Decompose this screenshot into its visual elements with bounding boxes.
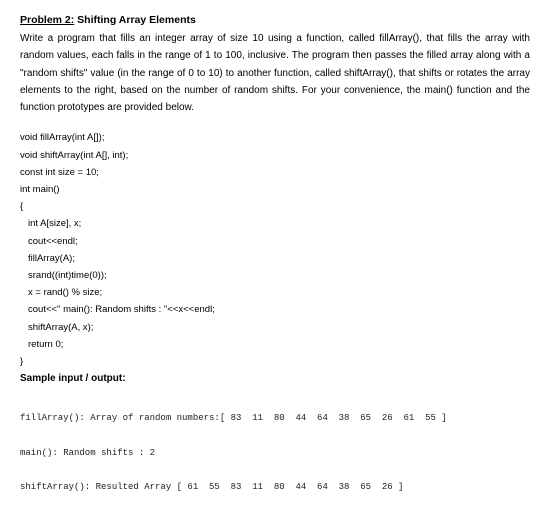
sample-output <box>20 390 528 517</box>
code-line: cout<<endl; <box>28 235 78 247</box>
code-line: const int size = 10; <box>20 166 99 178</box>
code-line: cout<<" main(): Random shifts : "<<x<<endl; <box>28 304 215 316</box>
code-line: int A[size], x; <box>28 218 82 230</box>
code-line: return 0; <box>28 338 64 350</box>
problem-description: Write a program that fills an integer array of size 10 using a function, called fillArray(), that fills the array with random values, each falls in the range of 1 to 100, inclusive. The program then passes the filled array along with a "random shifts" value (in the range of 0 to 10) to another function, called shiftArray(), that shifts or rotates the array elements to the right, based on the number of random shifts. For your convenience, the main() function and the function prototypes are provided below. <box>20 33 530 114</box>
code-block <box>20 129 528 370</box>
code-line: fillArray(A); <box>28 252 75 264</box>
problem-label: Problem 2: <box>20 14 75 26</box>
code-line: void fillArray(int A[]); <box>20 132 105 144</box>
problem-title: Shifting Array Elements <box>74 14 196 26</box>
code-line: x = rand() % size; <box>28 287 103 299</box>
output-line: shiftArray(): Resulted Array [ 61 55 83 11 80 44 64 38 65 26 ] <box>20 482 404 493</box>
code-line: int main() <box>20 184 60 196</box>
code-line: } <box>20 355 24 367</box>
problem-heading <box>20 14 528 26</box>
output-line: main(): Random shifts : 2 <box>20 447 156 458</box>
code-line: { <box>20 201 24 213</box>
sample-heading: Sample input / output: <box>20 373 126 385</box>
code-line: void shiftArray(int A[], int); <box>20 149 129 161</box>
code-line: shiftArray(A, x); <box>28 321 94 333</box>
code-line: srand((int)time(0)); <box>28 269 107 281</box>
output-line: fillArray(): Array of random numbers:[ 83 11 80 44 64 38 65 26 61 55 ] <box>20 413 447 424</box>
